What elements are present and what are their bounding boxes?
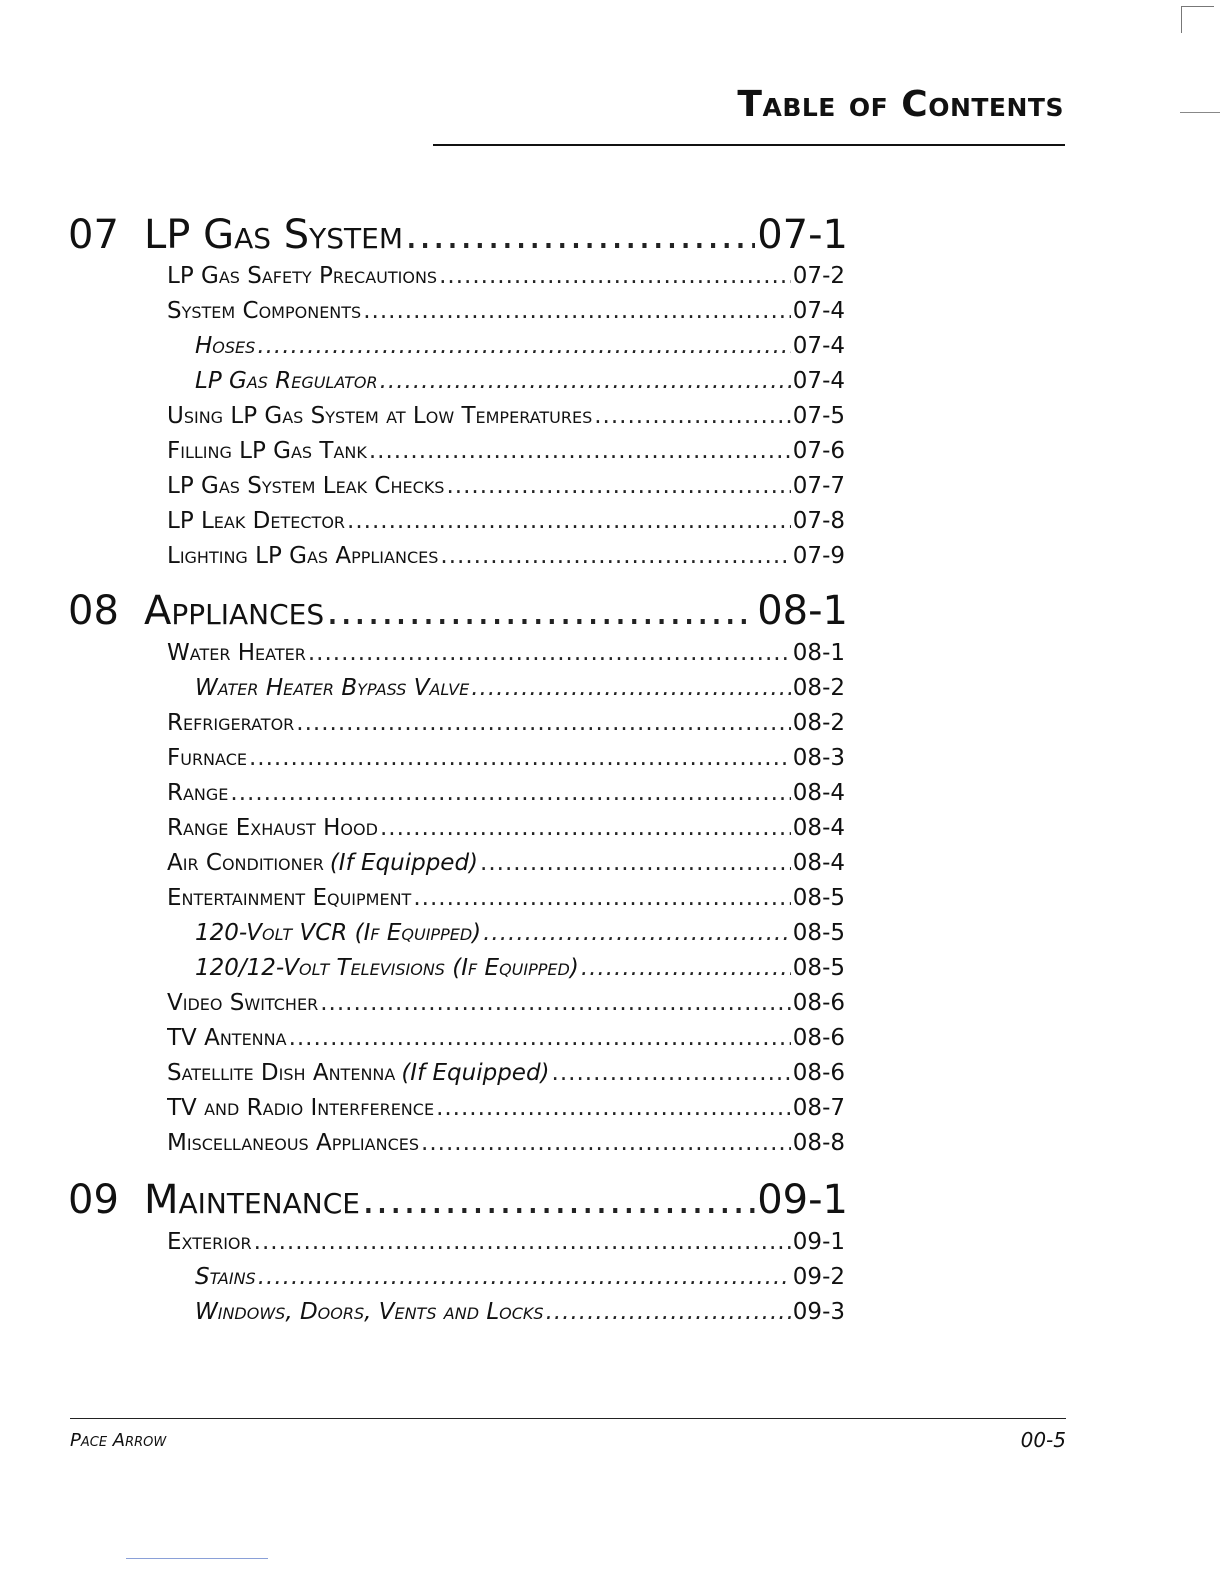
toc-section xyxy=(167,438,845,470)
toc-page-number: 07-8 xyxy=(792,508,845,534)
toc-entry-label: System Components xyxy=(167,298,362,324)
dot-leader xyxy=(347,508,791,534)
header-rule xyxy=(433,144,1065,146)
toc-entry-label: Range xyxy=(167,780,229,806)
toc-page-number: 08-7 xyxy=(792,1095,845,1121)
toc-entry-label: Range Exhaust Hood xyxy=(167,815,378,841)
toc-page-number: 09-1 xyxy=(757,1177,848,1223)
toc-page-number: 08-5 xyxy=(792,955,845,981)
toc-entry-label: 120-Volt VCR (If Equipped) xyxy=(195,920,482,946)
toc-chapter xyxy=(68,212,848,264)
toc-entry-label: Hoses xyxy=(195,333,256,359)
dot-leader xyxy=(421,1130,791,1156)
toc-section xyxy=(167,298,845,330)
toc-section xyxy=(167,745,845,777)
dot-leader xyxy=(483,920,791,946)
dot-leader xyxy=(254,1229,791,1255)
dot-leader xyxy=(363,298,791,324)
toc-page-number: 07-9 xyxy=(792,543,845,569)
toc-entry-label: Water Heater Bypass Valve xyxy=(195,675,470,701)
toc-entry-label: TV and Radio Interference xyxy=(167,1095,435,1121)
dot-leader xyxy=(249,745,791,771)
toc-section xyxy=(167,263,845,295)
toc-section xyxy=(167,1229,845,1261)
toc-page-number: 08-4 xyxy=(792,780,845,806)
toc-entry-label: LP Gas Safety Precautions xyxy=(167,263,438,289)
dot-leader xyxy=(439,263,791,289)
toc-page-number: 08-2 xyxy=(792,710,845,736)
scan-artifact xyxy=(1181,6,1214,33)
toc-entry-label: Lighting LP Gas Appliances xyxy=(167,543,439,569)
toc-page-number: 08-6 xyxy=(792,1060,845,1086)
dot-leader xyxy=(257,333,790,359)
toc-entry-note: (If Equipped) xyxy=(401,1060,550,1086)
toc-sub xyxy=(195,920,845,952)
toc-section xyxy=(167,508,845,540)
dot-leader xyxy=(471,675,791,701)
toc-page-number: 08-1 xyxy=(757,588,848,634)
dot-leader xyxy=(413,885,790,911)
dot-leader xyxy=(258,1264,791,1290)
dot-leader xyxy=(594,403,791,429)
toc-section xyxy=(167,543,845,575)
toc-entry-label: Windows, Doors, Vents and Locks xyxy=(195,1299,544,1325)
toc-section xyxy=(167,1130,845,1162)
toc-page-number: 08-3 xyxy=(792,745,845,771)
toc-page-number: 07-4 xyxy=(792,368,845,394)
toc-page-number: 08-4 xyxy=(792,850,845,876)
toc-page-number: 09-1 xyxy=(792,1229,845,1255)
toc-section xyxy=(167,1095,845,1127)
toc-sub xyxy=(195,675,845,707)
dot-leader xyxy=(320,990,791,1016)
dot-leader xyxy=(480,850,791,876)
dot-leader xyxy=(289,1025,791,1051)
dot-leader xyxy=(308,640,791,666)
chapter-number: 08 xyxy=(68,588,119,634)
toc-section xyxy=(167,1060,845,1092)
dot-leader xyxy=(405,212,755,258)
toc-page-number: 09-2 xyxy=(792,1264,845,1290)
dot-leader xyxy=(369,438,791,464)
toc-page-number: 07-7 xyxy=(792,473,845,499)
toc-entry-label: LP Gas System xyxy=(144,212,403,258)
toc-entry-label: Exterior xyxy=(167,1229,252,1255)
toc-entry-label: LP Leak Detector xyxy=(167,508,346,534)
toc-page-number: 08-8 xyxy=(792,1130,845,1156)
toc-page-number: 09-3 xyxy=(792,1299,845,1325)
dot-leader xyxy=(380,368,791,394)
toc-page-number: 07-2 xyxy=(792,263,845,289)
toc-page-number: 07-4 xyxy=(792,333,845,359)
chapter-number: 09 xyxy=(68,1177,119,1223)
dot-leader xyxy=(440,543,790,569)
dot-leader xyxy=(552,1060,791,1086)
dot-leader xyxy=(326,588,755,634)
page-title: Table of Contents xyxy=(737,84,1064,125)
toc-entry-label: Furnace xyxy=(167,745,247,771)
toc-section xyxy=(167,850,845,882)
toc-entry-label: Entertainment Equipment xyxy=(167,885,412,911)
toc-page-number: 08-6 xyxy=(792,990,845,1016)
toc-section xyxy=(167,710,845,742)
toc-page-number: 08-1 xyxy=(792,640,845,666)
toc-entry-label: TV Antenna xyxy=(167,1025,287,1051)
footer-title: Pace Arrow xyxy=(70,1430,167,1451)
toc-section xyxy=(167,990,845,1022)
toc-sub xyxy=(195,955,845,987)
toc-entry-label: Refrigerator xyxy=(167,710,295,736)
dot-leader xyxy=(380,815,791,841)
toc-entry-label: 120/12-Volt Televisions (If Equipped) xyxy=(195,955,579,981)
toc-entry-label: Miscellaneous Appliances xyxy=(167,1130,420,1156)
toc-page-number: 07-1 xyxy=(757,212,848,258)
toc-sub xyxy=(195,368,845,400)
dot-leader xyxy=(296,710,791,736)
toc-entry-note: (If Equipped) xyxy=(329,850,479,876)
dot-leader xyxy=(581,955,791,981)
toc-entry-label: Video Switcher xyxy=(167,990,319,1016)
chapter-number: 07 xyxy=(68,212,119,258)
toc-section xyxy=(167,640,845,672)
toc-page-number: 08-2 xyxy=(792,675,845,701)
toc-entry-label: Using LP Gas System at Low Temperatures xyxy=(167,403,593,429)
dot-leader xyxy=(546,1299,791,1325)
toc-entry-label: LP Gas Regulator xyxy=(195,368,378,394)
footer-rule xyxy=(70,1418,1066,1419)
toc-entry-label: Appliances xyxy=(144,588,325,634)
toc-entry-label: Satellite Dish Antenna xyxy=(167,1060,396,1086)
toc-entry-label: Water Heater xyxy=(167,640,306,666)
toc-page-number: 08-6 xyxy=(792,1025,845,1051)
toc-entry-label: Filling LP Gas Tank xyxy=(167,438,367,464)
toc-entry-label: LP Gas System Leak Checks xyxy=(167,473,445,499)
toc-section xyxy=(167,403,845,435)
dot-leader xyxy=(230,780,790,806)
toc-sub xyxy=(195,1264,845,1296)
toc-entry-label: Air Conditioner xyxy=(167,850,324,876)
toc-section xyxy=(167,815,845,847)
scan-artifact xyxy=(126,1558,268,1559)
toc-chapter xyxy=(68,1177,848,1229)
toc-entry-label: Maintenance xyxy=(144,1177,360,1223)
toc-sub xyxy=(195,333,845,365)
toc-section xyxy=(167,885,845,917)
dot-leader xyxy=(436,1095,791,1121)
toc-page-number: 07-5 xyxy=(792,403,845,429)
toc-section xyxy=(167,473,845,505)
toc-section xyxy=(167,1025,845,1057)
toc-page-number: 08-5 xyxy=(792,885,845,911)
toc-chapter xyxy=(68,588,848,640)
toc-page-number: 08-4 xyxy=(792,815,845,841)
toc-entry-label: Stains xyxy=(195,1264,256,1290)
toc-page-number: 07-6 xyxy=(792,438,845,464)
toc-page-number: 07-4 xyxy=(792,298,845,324)
toc-section xyxy=(167,780,845,812)
scan-artifact xyxy=(1180,112,1220,113)
dot-leader xyxy=(362,1177,755,1223)
toc-page-number: 08-5 xyxy=(792,920,845,946)
toc-sub xyxy=(195,1299,845,1331)
footer-page-number: 00-5 xyxy=(1020,1428,1066,1452)
dot-leader xyxy=(446,473,790,499)
